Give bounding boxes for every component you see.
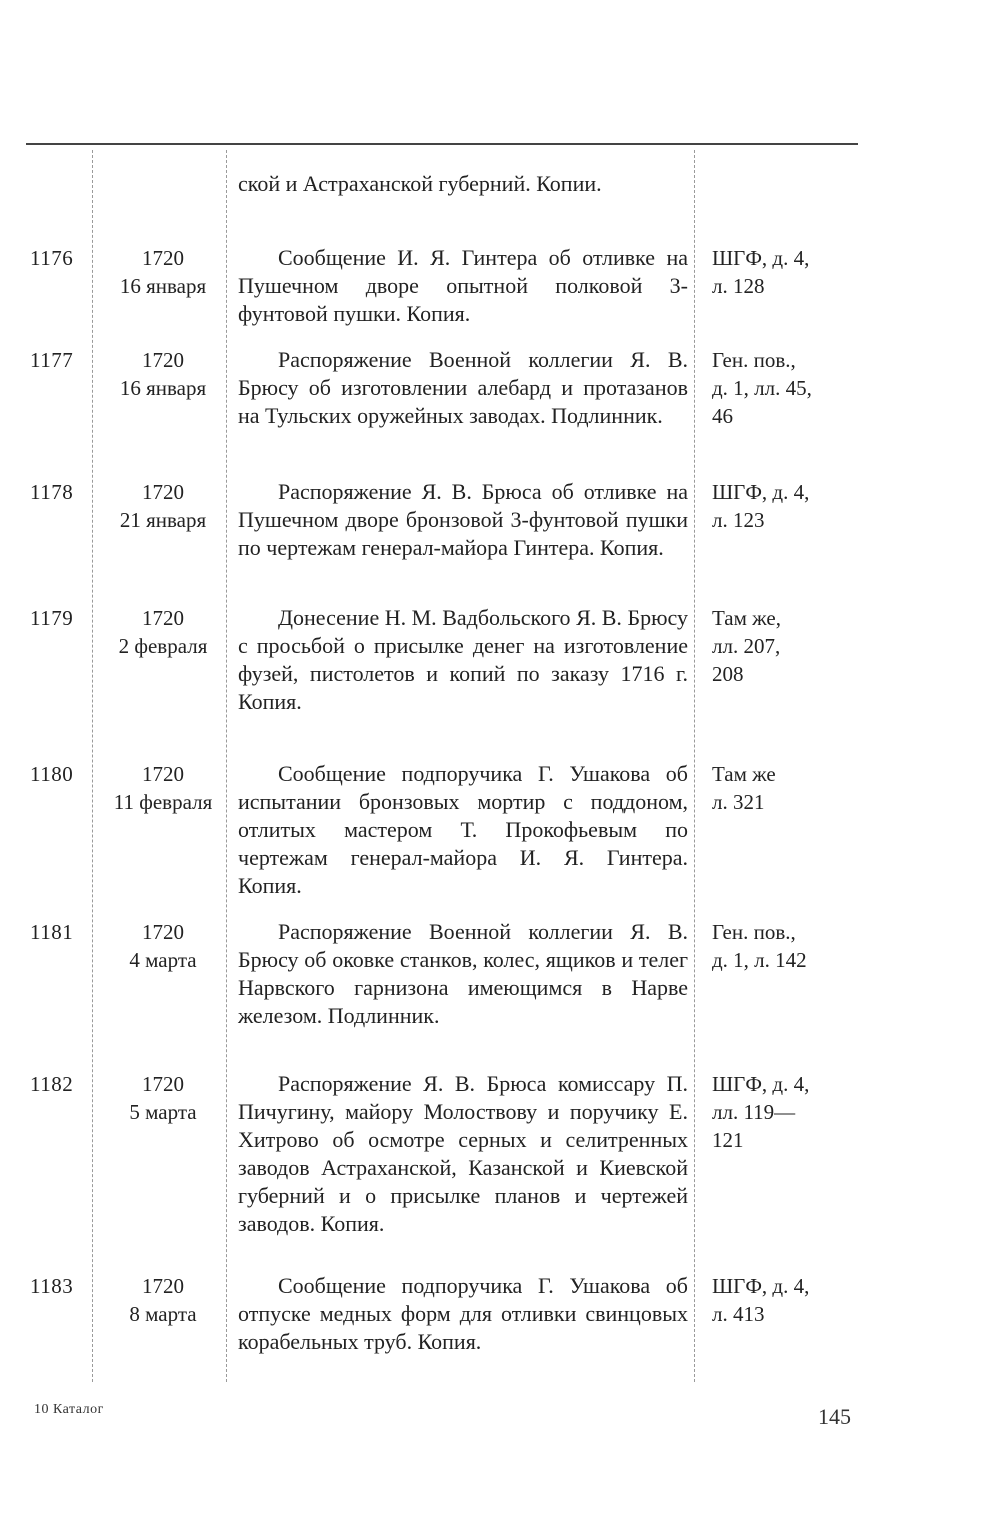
- entry-number: 1180: [30, 762, 74, 786]
- entry-reference-line: л. 123: [712, 508, 765, 532]
- entry-date-day: 21 января: [119, 508, 207, 532]
- entry-date-year: 1720: [142, 1072, 184, 1096]
- entry-description: Распоряжение Я. В. Брюса комиссару П. Пичугину, майору Молоствову и поручику Е. Хитрово об осмотре серных и селитренных заводов Астраханской, Казанской и Киевской губерний и о присылке планов и чертежей заводов. Копия.: [238, 1071, 688, 1236]
- entry-date: [96, 604, 230, 660]
- entry-reference-line: 121: [712, 1128, 744, 1152]
- entry-date: [96, 478, 230, 534]
- entry-description: ской и Астраханской губерний. Копии.: [238, 171, 602, 196]
- entry-date-year: 1720: [142, 348, 184, 372]
- entry-description: Донесение Н. М. Вадбольского Я. В. Брюсу с просьбой о присылке денег на изготовление фузей, пистолетов и копий по заказу 1716 г. Копия.: [238, 605, 688, 714]
- entry-description: Распоряжение Я. В. Брюса об отливке на Пушечном дворе бронзовой 3-фунтовой пушки по чертежам генерал-майора Гинтера. Копия.: [238, 479, 688, 560]
- top-rule: [26, 143, 858, 145]
- entry-reference-line: Ген. пов.,: [712, 920, 796, 944]
- entry-reference: [712, 918, 864, 974]
- entry-reference-line: л. 321: [712, 790, 765, 814]
- entry-number: 1183: [30, 1274, 74, 1298]
- entry-number: 1181: [30, 920, 74, 944]
- entry-date: [96, 244, 230, 300]
- entry-date-day: 2 февраля: [118, 634, 208, 658]
- page-number: 145: [818, 1404, 851, 1429]
- entry-date-day: 4 марта: [129, 948, 197, 972]
- entry-reference-line: л. 128: [712, 274, 765, 298]
- entry-number: 1179: [30, 606, 74, 630]
- entry-date-year: 1720: [142, 920, 184, 944]
- entry-date-day: 11 февраля: [113, 790, 213, 814]
- column-divider-description-reference: [694, 150, 695, 1382]
- entry-date: [96, 1070, 230, 1126]
- entry-reference: [712, 1070, 864, 1154]
- entry-description: Сообщение подпоручика Г. Ушакова об испытании бронзовых мортир с поддоном, отлитых мастером Т. Прокофьевым по чертежам генерал-майора И. Я. Гинтера. Копия.: [238, 761, 688, 898]
- entry-reference: [712, 1272, 864, 1328]
- entry-number: 1182: [30, 1072, 74, 1096]
- entry-date-day: 5 марта: [129, 1100, 197, 1124]
- entry-date: [96, 1272, 230, 1328]
- entry-reference: [712, 604, 864, 688]
- entry-reference-line: ШГФ, д. 4,: [712, 1274, 810, 1298]
- entry-date: [96, 760, 230, 816]
- entry-date-year: 1720: [142, 606, 184, 630]
- entry-date-year: 1720: [142, 246, 184, 270]
- entry-reference-line: л. 413: [712, 1302, 765, 1326]
- entry-date-year: 1720: [142, 1274, 184, 1298]
- entry-reference-line: 46: [712, 404, 733, 428]
- printer-signature: 10 Каталог: [34, 1402, 104, 1417]
- entry-description: Сообщение подпоручика Г. Ушакова об отпуске медных форм для отливки свинцовых корабельных труб. Копия.: [238, 1273, 688, 1354]
- entry-reference-line: Ген. пов.,: [712, 348, 796, 372]
- entry-reference: [712, 478, 864, 534]
- entry-reference-line: ШГФ, д. 4,: [712, 246, 810, 270]
- entry-reference-line: лл. 207,: [712, 634, 781, 658]
- entry-date-year: 1720: [142, 480, 184, 504]
- entry-number: 1176: [30, 246, 74, 270]
- entry-date-year: 1720: [142, 762, 184, 786]
- entry-reference: [712, 346, 864, 430]
- entry-reference-line: Там же,: [712, 606, 781, 630]
- entry-reference-line: д. 1, л. 142: [712, 948, 807, 972]
- entry-number: 1178: [30, 480, 74, 504]
- entry-reference-line: ШГФ, д. 4,: [712, 480, 810, 504]
- entry-reference: [712, 244, 864, 300]
- entry-date-day: 16 января: [119, 274, 207, 298]
- entry-reference-line: лл. 119—: [712, 1100, 796, 1124]
- entry-date-day: 8 марта: [129, 1302, 197, 1326]
- entry-description: Распоряжение Военной коллегии Я. В. Брюсу об оковке станков, колес, ящиков и телег Нарвского гарнизона имеющимся в Нарве железом. Подлинник.: [238, 919, 688, 1028]
- entry-reference-line: Там же: [712, 762, 776, 786]
- entry-reference-line: 208: [712, 662, 744, 686]
- entry-description: Распоряжение Военной коллегии Я. В. Брюсу об изготовлении алебард и протазанов на Тульских оружейных заводах. Подлинник.: [238, 347, 688, 428]
- entry-description: Сообщение И. Я. Гинтера об отливке на Пушечном дворе опытной полковой 3-фунтовой пушки. Копия.: [238, 245, 688, 326]
- entry-date: [96, 918, 230, 974]
- entry-date-day: 16 января: [119, 376, 207, 400]
- entry-reference-line: ШГФ, д. 4,: [712, 1072, 810, 1096]
- entry-reference: [712, 760, 864, 816]
- entry-number: 1177: [30, 348, 74, 372]
- entry-date: [96, 346, 230, 402]
- entry-reference-line: д. 1, лл. 45,: [712, 376, 812, 400]
